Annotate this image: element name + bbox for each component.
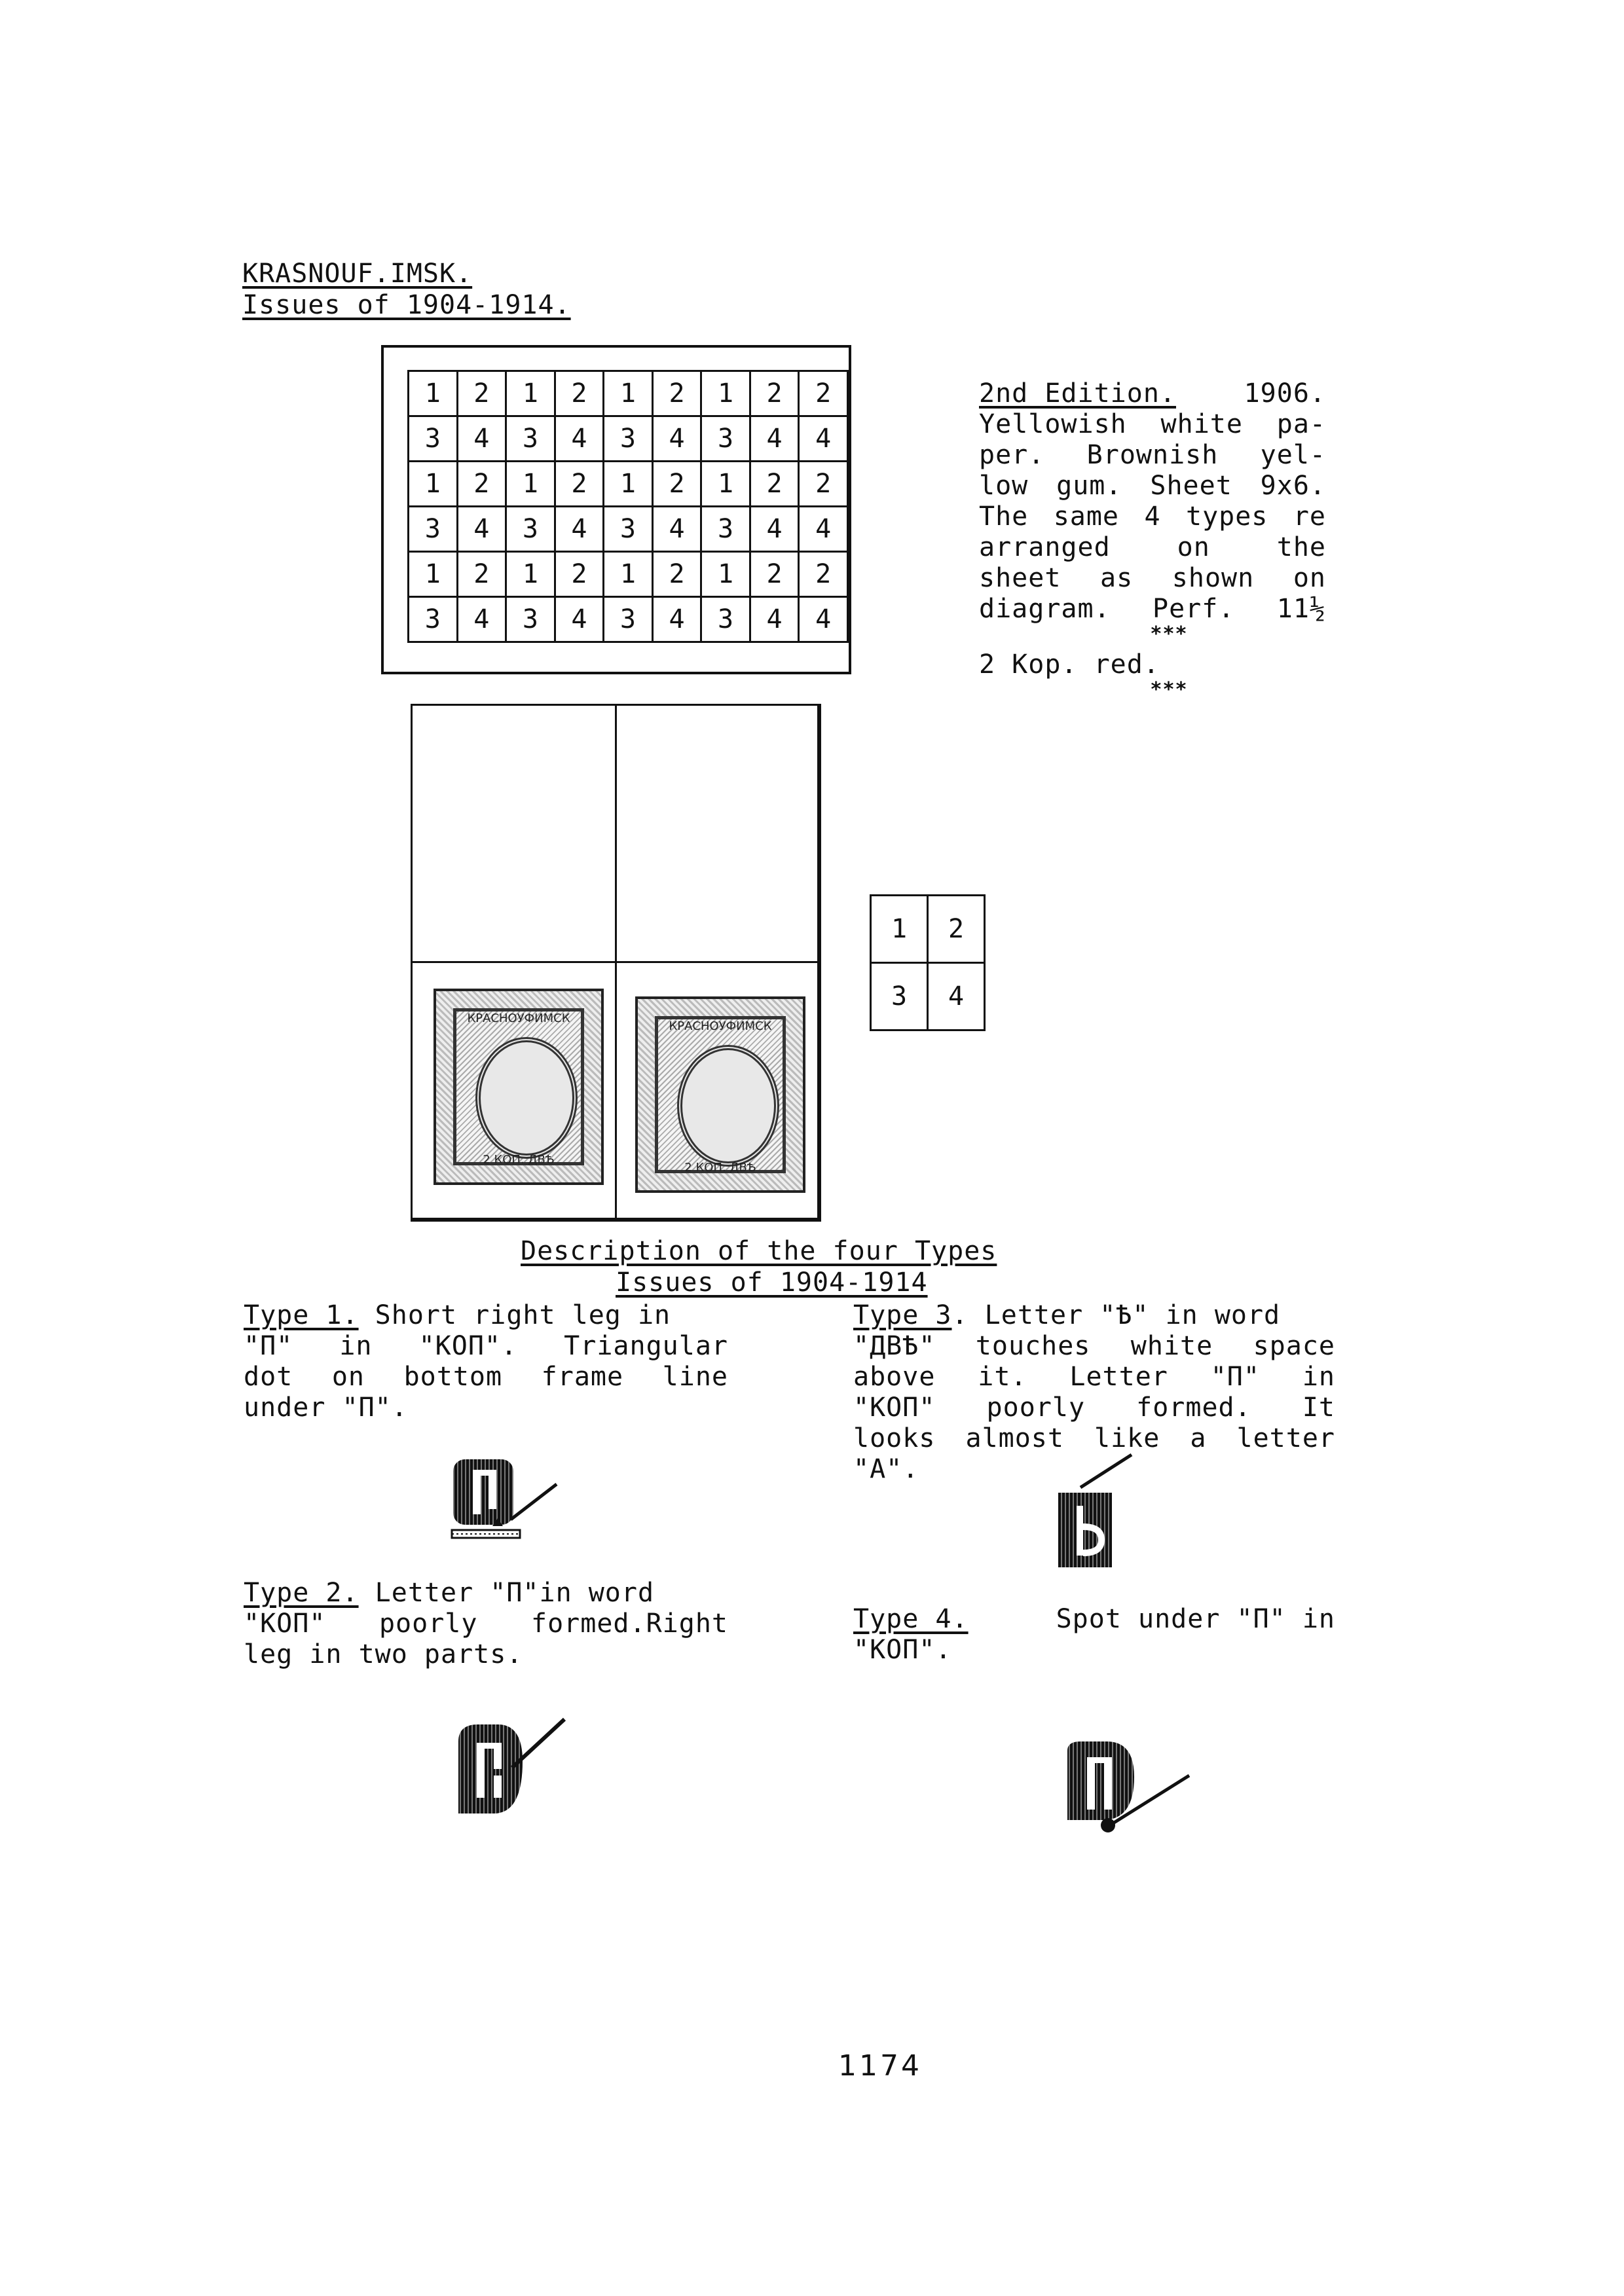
block-row [871,896,985,963]
sheet-cell: 2 [652,552,701,597]
sheet-cell: 1 [409,371,458,416]
sheet-cell: 3 [409,597,458,642]
sheet-row [409,507,848,552]
type1-line: dot on bottom frame line [244,1362,728,1392]
block-cell: 3 [871,963,928,1030]
sheet-cell: 4 [750,597,799,642]
sheet-cell: 3 [701,507,750,552]
type4-text [853,1604,1335,1666]
block-row [871,963,985,1030]
sheet-cell: 4 [652,416,701,462]
stamp-image [434,989,604,1185]
coat-of-arms-icon [475,1037,578,1159]
sheet-row [409,462,848,507]
sheet-cell: 2 [750,371,799,416]
type2-line: Letter "П"in word [358,1578,655,1608]
type4-label: Type 4. [853,1604,969,1634]
sheet-row [409,597,848,642]
sheet-cell: 4 [555,597,604,642]
sheet-cell: 2 [555,462,604,507]
type3-line: looks almost like a letter [853,1423,1335,1453]
sheet-cell: 1 [701,371,750,416]
type3-letter-yat-icon [1041,1453,1146,1571]
sheet-cell: 3 [701,416,750,462]
sheet-cell: 2 [652,371,701,416]
type1-line: "П" in "КОП". Triangular [244,1331,728,1361]
edition-line: sheet as shown on [979,563,1326,593]
edition-line: per. Brownish yel- [979,440,1326,470]
type2-line: leg in two parts. [244,1639,523,1669]
type4-letter-pe-icon [1061,1735,1205,1840]
sheet-cell: 2 [555,371,604,416]
page-title: KRASNOUF.IMSK. [242,259,473,289]
sheet-cell: 4 [555,507,604,552]
sheet-cell: 2 [799,462,848,507]
sheet-cell: 1 [409,462,458,507]
type4-line: Spot under "П" in [1056,1604,1335,1634]
sheet-cell: 4 [750,507,799,552]
sheet-cell: 4 [799,507,848,552]
sheet-cell: 2 [750,462,799,507]
sheet-cell: 2 [555,552,604,597]
type3-label: Type 3 [853,1300,952,1330]
stamp-top-text: КРАСНОУФИМСК [669,1019,772,1033]
sheet-grid [407,370,849,643]
sheet-cell: 4 [652,507,701,552]
sheet-cell: 2 [457,462,506,507]
sheet-cell: 2 [457,371,506,416]
sheet-cell: 2 [457,552,506,597]
sheet-row [409,371,848,416]
sheet-cell: 1 [604,462,653,507]
type3-line: above it. Letter "П" in [853,1362,1335,1392]
sheet-cell: 1 [604,371,653,416]
sheet-cell: 3 [604,507,653,552]
stamp-top-text: КРАСНОУФИМСК [467,1011,570,1025]
type3-line: . Letter "Ѣ" in word [951,1300,1281,1330]
sheet-cell: 3 [604,597,653,642]
coat-of-arms-icon [677,1045,779,1167]
edition-line: arranged on the [979,532,1326,562]
stamp-bottom-text: 2 КОП. ДВѢ [684,1161,756,1175]
description-title: Description of the four Types [521,1236,997,1266]
block-grid [870,894,986,1031]
separator: *** [1150,623,1188,646]
sheet-cell: 2 [652,462,701,507]
sheet-cell: 4 [457,597,506,642]
edition-line: low gum. Sheet 9x6. [979,471,1326,501]
type2-letter-pe-icon [452,1715,583,1827]
sheet-cell: 1 [506,552,555,597]
sheet-cell: 1 [409,552,458,597]
stamp-panel-empty [411,704,617,963]
type1-letter-pe-icon [445,1450,576,1548]
edition-line: diagram. Perf. 11½ [979,594,1326,624]
edition-line: Yellowish white pa- [979,409,1326,439]
sheet-cell: 4 [555,416,604,462]
stamp-image [635,996,805,1193]
sheet-cell: 4 [799,597,848,642]
block-cell: 2 [928,896,985,963]
sheet-cell: 3 [604,416,653,462]
sheet-cell: 1 [506,371,555,416]
sheet-cell: 4 [457,507,506,552]
sheet-cell: 2 [750,552,799,597]
description-subtitle: Issues of 1904-1914 [616,1267,928,1298]
sheet-cell: 2 [799,552,848,597]
sheet-cell: 3 [409,507,458,552]
type1-text [244,1300,728,1423]
sheet-cell: 1 [701,462,750,507]
sheet-cell: 3 [506,597,555,642]
separator: *** [1150,678,1188,701]
sheet-cell: 1 [506,462,555,507]
sheet-cell: 1 [701,552,750,597]
edition-line: The same 4 types re [979,501,1326,532]
type2-text [244,1578,728,1670]
sheet-cell: 3 [506,416,555,462]
sheet-cell: 2 [799,371,848,416]
type4-line: "КОП". [853,1635,952,1665]
type2-label: Type 2. [244,1578,359,1608]
sheet-cell: 4 [799,416,848,462]
type3-line: "ДВѢ" touches white space [853,1331,1335,1361]
stamp-block [411,704,819,1220]
block-cell: 4 [928,963,985,1030]
sheet-cell: 4 [652,597,701,642]
type3-line: "КОП" poorly formed. It [853,1393,1335,1423]
edition-value: 2 Kop. red. [979,649,1160,680]
type1-label: Type 1. [244,1300,359,1330]
type2-line: "КОП" poorly formed.Right [244,1609,728,1639]
edition-heading: 2nd Edition. [979,378,1176,409]
edition-year: 1906. [1244,378,1326,409]
stamp-bottom-text: 2 КОП. ДВѢ [483,1153,555,1167]
stamp-panel-empty [615,704,821,963]
type1-line: Short right leg in [358,1300,671,1330]
sheet-cell: 4 [750,416,799,462]
type3-line: "А". [853,1454,919,1484]
sheet-cell: 1 [604,552,653,597]
sheet-cell: 3 [701,597,750,642]
sheet-cell: 3 [506,507,555,552]
type1-line: under "П". [244,1393,408,1423]
sheet-diagram [381,345,851,674]
sheet-row [409,416,848,462]
block-cell: 1 [871,896,928,963]
sheet-cell: 4 [457,416,506,462]
sheet-row [409,552,848,597]
edition-block [979,378,1326,700]
sheet-cell: 3 [409,416,458,462]
page-subtitle: Issues of 1904-1914. [242,290,571,320]
page-number: 1174 [838,2049,922,2083]
